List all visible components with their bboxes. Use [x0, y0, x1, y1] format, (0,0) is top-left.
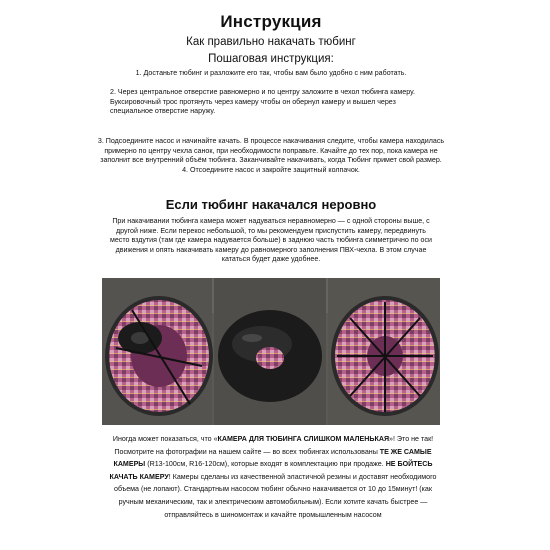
step-4-text: 4. Отсоедините насос и закройте защитный колпачок.	[182, 165, 360, 174]
left-tubing-photo	[102, 278, 213, 425]
page-title: Инструкция	[220, 12, 322, 31]
bottom-bold-2: ТЕ ЖЕ САМЫЕ КАМЕРЫ	[113, 447, 432, 469]
step-2: 2. Через центральное отверстие равномерно и по центру заложите в чехол тюбинга камеру. Буксировочный трос протянуть через камеру чтобы он обернул камеру и вышел через специальное отверстие наружу.	[110, 88, 415, 116]
page-subtitle: Как правильно накачать тюбинг	[186, 36, 356, 48]
middle-tube-photo	[214, 278, 326, 425]
bottom-note	[106, 433, 440, 521]
right-tubing-photo	[328, 278, 440, 425]
bottom-bold-1: КАМЕРА ДЛЯ ТЮБИНГА СЛИШКОМ МАЛЕНЬКАЯ	[217, 435, 390, 443]
step-1: 1. Достаньте тюбинг и разложите его так, чтобы вам было удобно с ним работать.	[135, 69, 407, 77]
section-uneven-title: Если тюбинг накачался неровно	[165, 197, 377, 212]
step-3	[96, 137, 446, 175]
step-3-text: 3. Подсоедините насос и начинайте качать. В процессе накачивания следите, чтобы камера находилась примерно по центру чехла санок, при необходимости поправьте. Качайте до тех пор, пока камера не заполнит все внутренний объём тюбинга. Заканчивайте накачивать, когда Тюбинг примет свой размер.	[97, 137, 445, 165]
bottom-text-2: »! Это не так! Посмотрите на фотографии на нашем сайте — во всех тюбингах использованы	[114, 435, 434, 456]
section-uneven-text: При накачивании тюбинга камера может надуваться неравномерно — с одной стороны выше, с другой ниже. Если перекос небольшой, то мы рекомендуем приспустить камеру, передвинуть место вздутия (там где камера надувается больше) в заднюю часть тюбинга симметрично по оси движения и опять накачивать камеру до равномерного заполнения ПВХ-чехла. В этом случае кататься будет даже удобнее.	[109, 217, 432, 264]
bottom-text-4: ! Камеры сделаны из качественной эластичной резины и доставят необходимого объема (не лопают). Стандартным насосом тюбинг обычно накачивается от 10 до 15минут! (как ручным механическим, так и электрическим автомобильным). Если хотите качать быстрее — отправляйтесь в шиномонтаж и качайте промышленным насосом	[114, 472, 437, 519]
tubing-photos	[102, 278, 440, 425]
bottom-text-3: (R13-100см, R16-120см), которые входят в комплектацию при продаже.	[145, 460, 386, 469]
bottom-text-1: Иногда может показаться, что «	[112, 435, 218, 443]
steps-header: Пошаговая инструкция:	[208, 53, 334, 65]
tubing-photos-svg	[102, 278, 440, 425]
bottom-bold-3: НЕ БОЙТЕСЬ КАЧАТЬ КАМЕРУ	[109, 460, 433, 481]
instruction-page	[96, 0, 446, 550]
